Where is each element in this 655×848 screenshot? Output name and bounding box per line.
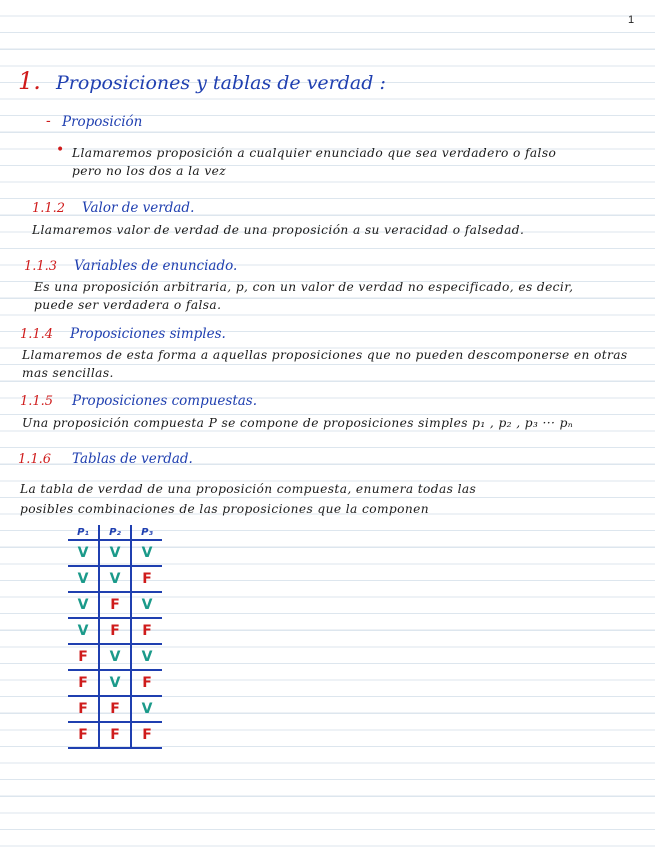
truth-table-cell: F	[68, 722, 99, 748]
truth-table-cell: F	[131, 618, 162, 644]
truth-table-header: P₁	[68, 525, 99, 540]
section-line-1-1-3-b: puede ser verdadera o falsa.	[34, 298, 222, 312]
truth-table-cell: V	[99, 566, 131, 592]
truth-table-cell: F	[99, 696, 131, 722]
section-line-1-1-2-a: Llamaremos valor de verdad de una proposición a su veracidad o falsedad.	[32, 223, 525, 237]
truth-table-cell: F	[131, 566, 162, 592]
subtitle-bullet: -	[46, 113, 51, 129]
truth-table-cell: V	[131, 644, 162, 670]
section-number-1-1-4: 1.1.4	[20, 327, 54, 342]
truth-table-cell: V	[68, 618, 99, 644]
truth-table-cell: V	[68, 592, 99, 618]
intro-line-2: pero no los dos a la vez	[72, 164, 227, 178]
truth-table-cell: F	[131, 722, 162, 748]
section-line-1-1-4-b: mas sencillas.	[22, 366, 114, 380]
truth-table-row	[68, 592, 162, 618]
truth-table-cell: V	[68, 540, 99, 566]
section-line-1-1-5-a: Una proposición compuesta P se compone de proposiciones simples p₁ , p₂ , p₃ ··· pₙ	[22, 416, 574, 430]
section-line-1-1-6-a: La tabla de verdad de una proposición compuesta, enumera todas las	[20, 482, 477, 496]
truth-table-cell: F	[68, 670, 99, 696]
intro-line-1: Llamaremos proposición a cualquier enunciado que sea verdadero o falso	[72, 146, 557, 160]
section-number-1-1-3: 1.1.3	[24, 259, 58, 274]
truth-table-header: P₃	[131, 525, 162, 540]
truth-table-cell: F	[131, 670, 162, 696]
truth-table-row	[68, 540, 162, 566]
truth-table-cell: V	[99, 670, 131, 696]
truth-table-cell: V	[68, 566, 99, 592]
section-heading-1-1-3: Variables de enunciado.	[74, 258, 238, 274]
title-number: 1.	[18, 67, 41, 95]
truth-table-cell: F	[68, 644, 99, 670]
title-text: Proposiciones y tablas de verdad :	[56, 72, 386, 94]
truth-table-row	[68, 566, 162, 592]
truth-table-row	[68, 722, 162, 748]
truth-table-row	[68, 644, 162, 670]
section-heading-1-1-4: Proposiciones simples.	[70, 326, 226, 342]
section-line-1-1-6-b: posibles combinaciones de las proposiciones que la componen	[20, 502, 429, 516]
page-number: 1	[628, 14, 635, 26]
section-line-1-1-4-a: Llamaremos de esta forma a aquellas proposiciones que no pueden descomponerse en otras	[22, 348, 628, 362]
truth-table-row	[68, 696, 162, 722]
truth-table-header: P₂	[99, 525, 131, 540]
section-number-1-1-6: 1.1.6	[18, 452, 52, 467]
truth-table-cell: V	[131, 592, 162, 618]
truth-table-cell: F	[99, 592, 131, 618]
section-heading-1-1-6: Tablas de verdad.	[72, 451, 193, 467]
truth-table-cell: V	[99, 540, 131, 566]
truth-table-row	[68, 618, 162, 644]
section-number-1-1-2: 1.1.2	[32, 201, 66, 216]
truth-table-cell: F	[99, 722, 131, 748]
truth-table-cell: F	[68, 696, 99, 722]
truth-table-header-row	[68, 525, 162, 540]
truth-table-row	[68, 670, 162, 696]
intro-bullet: •	[56, 142, 65, 158]
truth-table-cell: V	[99, 644, 131, 670]
truth-table-cell: F	[99, 618, 131, 644]
truth-table-body	[68, 540, 162, 748]
section-number-1-1-5: 1.1.5	[20, 394, 54, 409]
section-line-1-1-3-a: Es una proposición arbitraria, p, con un valor de verdad no especificado, es decir,	[34, 280, 574, 294]
section-heading-1-1-2: Valor de verdad.	[82, 200, 195, 216]
subtitle-text: Proposición	[62, 114, 143, 130]
truth-table-cell: V	[131, 696, 162, 722]
section-heading-1-1-5: Proposiciones compuestas.	[72, 393, 258, 409]
truth-table	[68, 525, 162, 749]
truth-table-cell: V	[131, 540, 162, 566]
